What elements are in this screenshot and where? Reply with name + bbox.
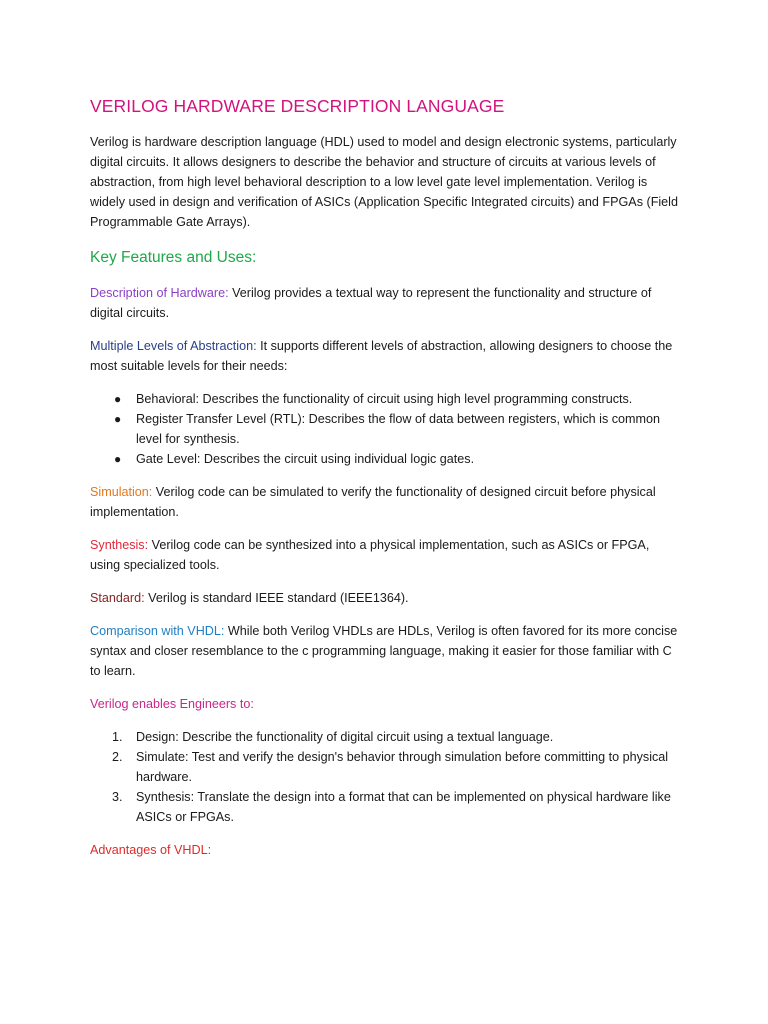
list-number: 1.	[112, 730, 123, 744]
feature-text: Verilog is standard IEEE standard (IEEE1364).	[144, 591, 409, 605]
advantages-heading: Advantages of VHDL:	[90, 843, 212, 857]
bullet-icon: ●	[114, 452, 122, 466]
list-number: 2.	[112, 750, 123, 764]
enables-heading: Verilog enables Engineers to:	[90, 697, 254, 711]
feature-description-of-hardware	[90, 283, 680, 323]
list-item	[90, 389, 680, 409]
feature-text: Verilog provides a textual way to represent the functionality and structure of digital circuits.	[90, 286, 652, 320]
list-item	[90, 727, 680, 747]
feature-text: Verilog code can be synthesized into a physical implementation, such as ASICs or FPGA, using specialized tools.	[90, 538, 650, 572]
abstraction-levels-list	[90, 389, 680, 469]
list-item-text: Gate Level: Describes the circuit using individual logic gates.	[136, 452, 475, 466]
list-item-text: Design: Describe the functionality of digital circuit using a textual language.	[136, 730, 554, 744]
list-item	[90, 449, 680, 469]
bullet-icon: ●	[114, 392, 122, 406]
list-item	[90, 409, 680, 449]
document-title: VERILOG HARDWARE DESCRIPTION LANGUAGE	[90, 96, 505, 116]
list-number: 3.	[112, 790, 123, 804]
feature-text: It supports different levels of abstraction, allowing designers to choose the most suitable levels for their needs:	[90, 339, 673, 373]
feature-label: Standard:	[90, 591, 145, 605]
feature-synthesis	[90, 535, 680, 575]
list-item	[90, 747, 680, 787]
feature-label: Description of Hardware:	[90, 286, 229, 300]
key-features-heading: Key Features and Uses:	[90, 249, 257, 266]
list-item-text: Synthesis: Translate the design into a format that can be implemented on physical hardware like ASICs or FPGAs.	[136, 790, 671, 824]
feature-simulation	[90, 482, 680, 522]
feature-label: Multiple Levels of Abstraction:	[90, 339, 257, 353]
feature-standard	[90, 588, 680, 608]
feature-label: Simulation:	[90, 485, 153, 499]
intro-paragraph: Verilog is hardware description language (HDL) used to model and design electronic systems, particularly digital circuits. It allows designers to describe the behavior and structure of circuits at various levels of abstraction, from high level behavioral description to a low level gate level implementation. Verilog is widely used in design and verification of ASICs (Application Specific Integrated circuits) and FPGAs (Field Programmable Gate Arrays).	[90, 135, 678, 229]
enables-list	[90, 727, 680, 827]
list-item-text: Register Transfer Level (RTL): Describes the flow of data between registers, which is common level for synthesis.	[136, 412, 661, 446]
feature-multiple-levels	[90, 336, 680, 376]
list-item-text: Behavioral: Describes the functionality of circuit using high level programming constructs.	[136, 392, 633, 406]
feature-comparison-vhdl	[90, 621, 680, 681]
feature-label: Comparison with VHDL:	[90, 624, 225, 638]
list-item-text: Simulate: Test and verify the design's behavior through simulation before committing to physical hardware.	[136, 750, 669, 784]
feature-label: Synthesis:	[90, 538, 149, 552]
list-item	[90, 787, 680, 827]
feature-text: Verilog code can be simulated to verify the functionality of designed circuit before physical implementation.	[90, 485, 656, 519]
bullet-icon: ●	[114, 412, 122, 426]
feature-text: While both Verilog VHDLs are HDLs, Verilog is often favored for its more concise syntax and closer resemblance to the c programming language, making it easier for those familiar with C to learn.	[90, 624, 678, 678]
